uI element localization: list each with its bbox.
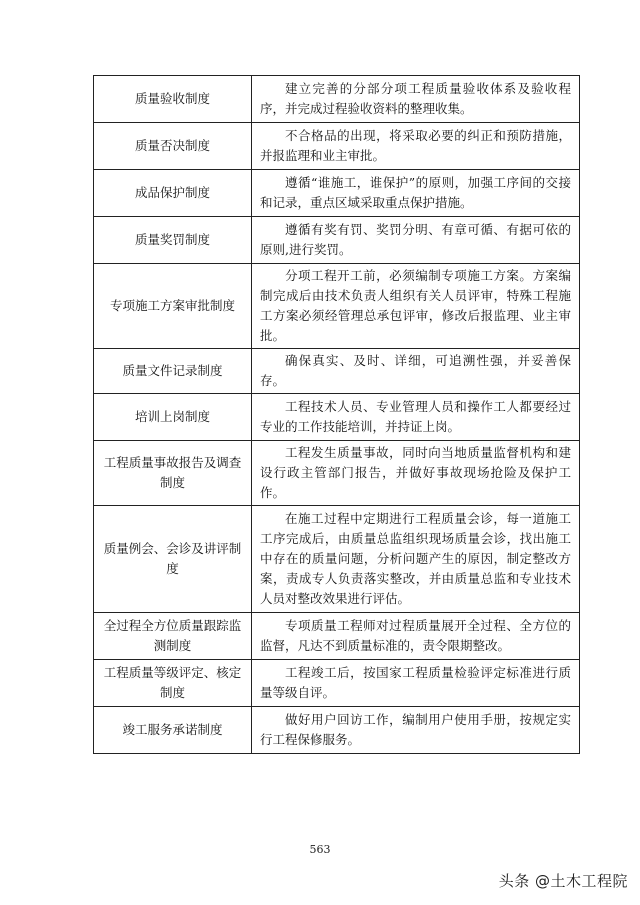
system-description: 遵循“谁施工，谁保护”的原则，加强工序间的交接和记录，重点区域采取重点保护措施。 bbox=[252, 170, 580, 217]
table-row bbox=[94, 170, 580, 217]
system-description: 在施工过程中定期进行工程质量会诊，每一道施工工序完成后，由质量总监组织现场质量会诊，找出施工中存在的质量问题，分析问题产生的原因，制定整改方案，责成专人负责落实整改，并由质量总监和专业技术人员对整改效果进行评估。 bbox=[252, 506, 580, 613]
system-name: 工程质量等级评定、核定制度 bbox=[94, 660, 252, 707]
system-name: 工程质量事故报告及调查制度 bbox=[94, 441, 252, 506]
quality-system-table bbox=[93, 75, 580, 754]
system-description: 建立完善的分部分项工程质量验收体系及验收程序，并完成过程验收资料的整理收集。 bbox=[252, 76, 580, 123]
system-name: 质量文件记录制度 bbox=[94, 349, 252, 394]
system-name: 全过程全方位质量跟踪监测制度 bbox=[94, 613, 252, 660]
system-name: 质量否决制度 bbox=[94, 123, 252, 170]
system-name: 竣工服务承诺制度 bbox=[94, 707, 252, 754]
system-description: 工程发生质量事故，同时向当地质量监督机构和建设行政主管部门报告，并做好事故现场抢险及保护工作。 bbox=[252, 441, 580, 506]
table-row bbox=[94, 123, 580, 170]
system-description: 专项质量工程师对过程质量展开全过程、全方位的监督，凡达不到质量标准的，责令限期整改。 bbox=[252, 613, 580, 660]
system-name: 培训上岗制度 bbox=[94, 394, 252, 441]
system-description: 工程技术人员、专业管理人员和操作工人都要经过专业的工作技能培训，并持证上岗。 bbox=[252, 394, 580, 441]
system-name: 专项施工方案审批制度 bbox=[94, 264, 252, 349]
page-number: 563 bbox=[309, 843, 331, 856]
table-row bbox=[94, 76, 580, 123]
system-description: 确保真实、及时、详细，可追溯性强，并妥善保存。 bbox=[252, 349, 580, 394]
table-row bbox=[94, 217, 580, 264]
system-name: 质量验收制度 bbox=[94, 76, 252, 123]
table-row bbox=[94, 660, 580, 707]
table-row bbox=[94, 707, 580, 754]
system-name: 质量奖罚制度 bbox=[94, 217, 252, 264]
system-description: 做好用户回访工作，编制用户使用手册，按规定实行工程保修服务。 bbox=[252, 707, 580, 754]
system-description: 不合格品的出现，将采取必要的纠正和预防措施，并报监理和业主审批。 bbox=[252, 123, 580, 170]
system-name: 成品保护制度 bbox=[94, 170, 252, 217]
table-row bbox=[94, 506, 580, 613]
watermark: 头条 @土木工程院 bbox=[498, 872, 628, 890]
table-row bbox=[94, 394, 580, 441]
system-description: 遵循有奖有罚、奖罚分明、有章可循、有据可依的原则,进行奖罚。 bbox=[252, 217, 580, 264]
table-row bbox=[94, 264, 580, 349]
system-description: 分项工程开工前，必须编制专项施工方案。方案编制完成后由技术负责人组织有关人员评审，特殊工程施工方案必须经管理总承包评审，修改后报监理、业主审批。 bbox=[252, 264, 580, 349]
system-description: 工程竣工后，按国家工程质量检验评定标准进行质量等级自评。 bbox=[252, 660, 580, 707]
system-name: 质量例会、会诊及讲评制度 bbox=[94, 506, 252, 613]
table-row bbox=[94, 613, 580, 660]
table-row bbox=[94, 349, 580, 394]
table-row bbox=[94, 441, 580, 506]
